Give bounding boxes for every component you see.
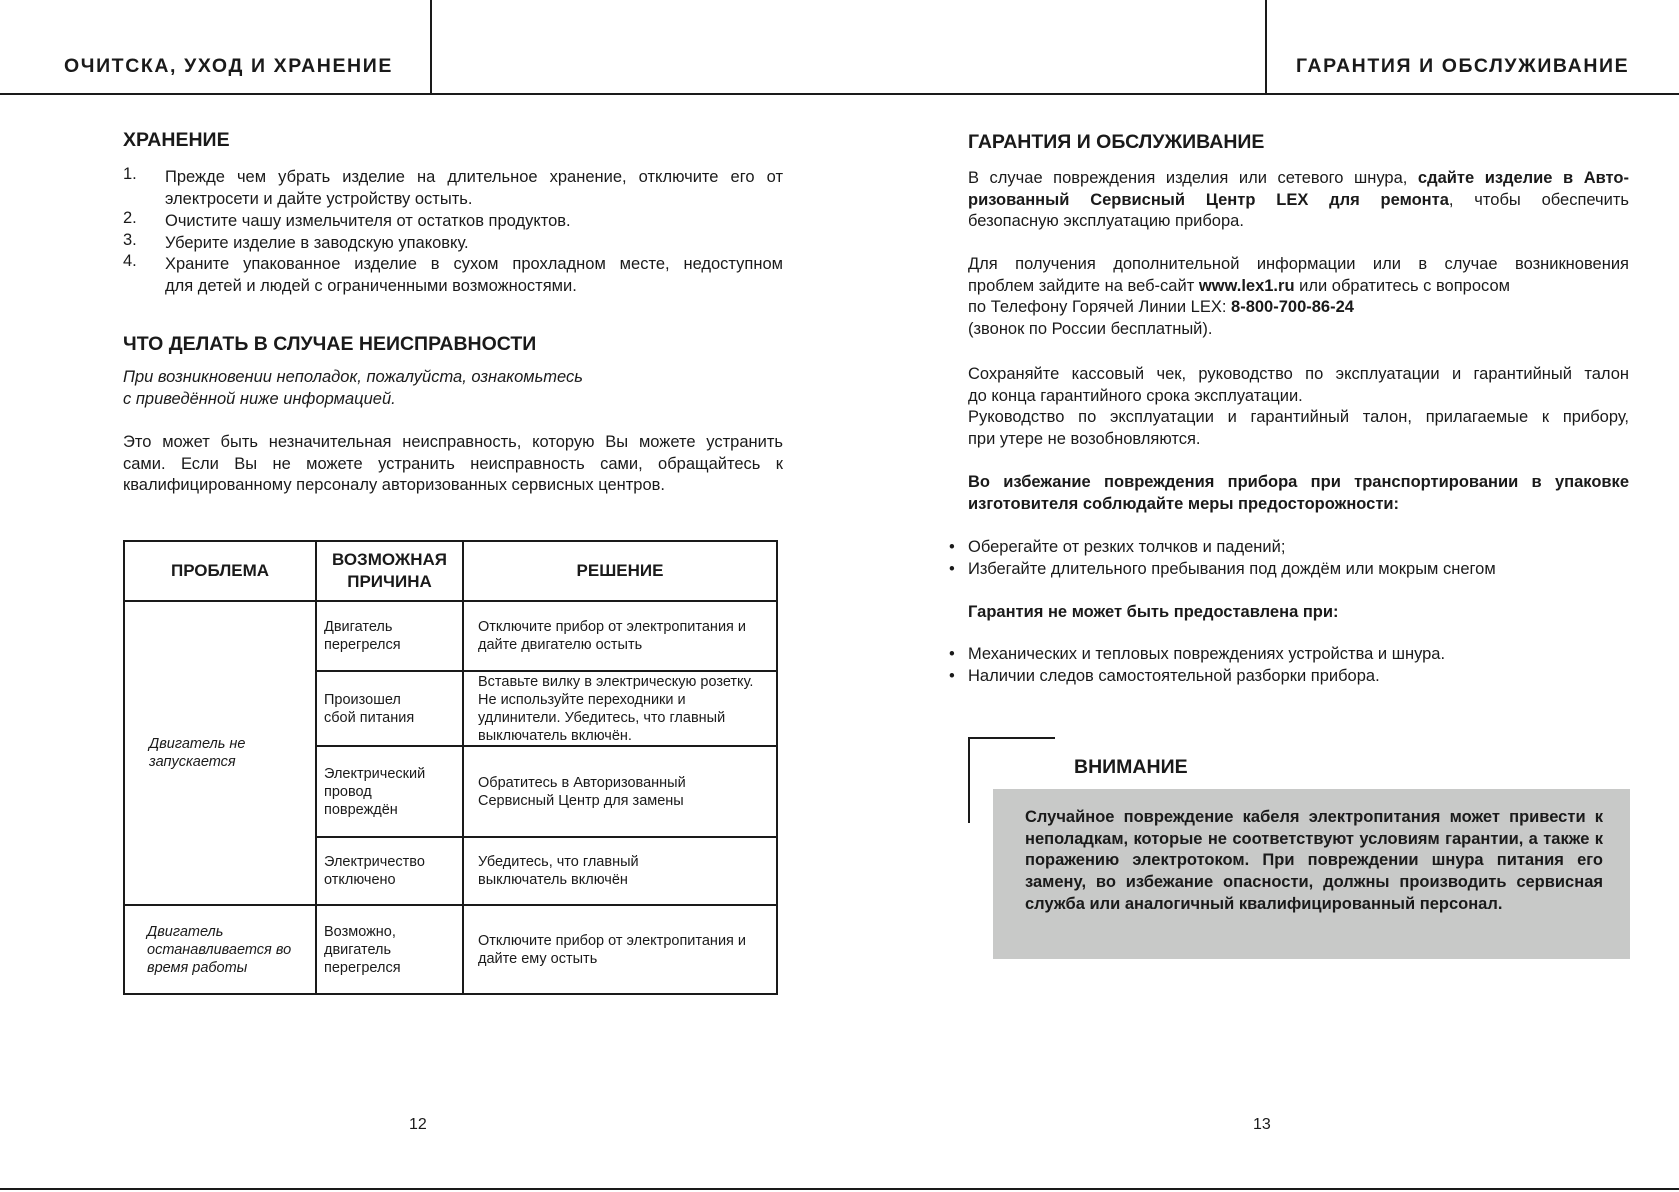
troubleshooting-table bbox=[123, 540, 778, 995]
hotline-phone: 8-800-700-86-24 bbox=[1231, 298, 1354, 317]
storage-item-number: 1. bbox=[123, 165, 137, 183]
right-page-header: ГАРАНТИЯ И ОБСЛУЖИВАНИЕ bbox=[1296, 55, 1630, 77]
list-item: • Избегайте длительного пребывания под дождём или мокрым снегом bbox=[968, 559, 1496, 581]
bullet-icon: • bbox=[949, 645, 955, 663]
warranty-paragraph-3: Сохраняйте кассовый чек, руководство по эксплуатации и гарантийный талон до конца гарантийного срока эксплуатации. Руководство по эксплуатации и гарантийный талон, прилагаемые к прибору, при утере не возобновляются. bbox=[968, 365, 1629, 449]
storage-item-1 bbox=[123, 167, 783, 211]
storage-item-text: Очистите чашу измельчителя от остатков продуктов. bbox=[165, 212, 571, 230]
list-item: • Оберегайте от резких толчков и падений; bbox=[968, 537, 1285, 559]
table-row bbox=[124, 601, 777, 671]
website-link[interactable]: www.lex1.ru bbox=[1198, 276, 1295, 295]
storage-item-text: для детей и людей с ограниченными возможностями. bbox=[165, 276, 577, 295]
solution-cell: Отключите прибор от электропитания и дайте ему остыть bbox=[463, 905, 777, 994]
troubleshooting-heading: ЧТО ДЕЛАТЬ В СЛУЧАЕ НЕИСПРАВНОСТИ bbox=[123, 333, 537, 355]
storage-item-4 bbox=[123, 254, 783, 298]
table-row bbox=[124, 905, 777, 994]
page-number-left: 12 bbox=[409, 1116, 427, 1133]
warranty-paragraph-2: Для получения дополнительной информации или в случае возникновения проблем зайдите на веб-сайт www.lex1.ru или обратитесь с вопросом по Телефону Горячей Линии LEX: 8-800-700-86-24 (звонок по России бесплатный). bbox=[968, 255, 1629, 339]
solution-cell: Отключите прибор от электропитания и дайте двигателю остыть bbox=[463, 601, 777, 671]
body-line: квалифицированному персоналу авторизованных сервисных центров. bbox=[123, 476, 666, 495]
cause-cell: Электрический провод повреждён bbox=[316, 746, 463, 837]
list-item: • Наличии следов самостоятельной разборки прибора. bbox=[968, 666, 1380, 688]
bullet-icon: • bbox=[949, 560, 955, 578]
storage-item-text: Прежде чем убрать изделие на длительное хранение, отключите его от bbox=[165, 168, 783, 186]
column-header-solution: РЕШЕНИЕ bbox=[463, 541, 777, 601]
list-item: • Механических и тепловых повреждениях устройства и шнура. bbox=[968, 644, 1445, 666]
attention-text: Случайное повреждение кабеля электропитания может привести к неполадкам, которые не соответствуют условиям гарантии, а также к поражению электротоком. При повреждении шнура питания его замену, во избежание опасности, должны производить сервисная служба или аналогичный квалифицированный персонал. bbox=[1025, 808, 1603, 913]
cause-cell: Возможно, двигатель перегрелся bbox=[316, 905, 463, 994]
page-number-right: 13 bbox=[1253, 1116, 1271, 1133]
troubleshooting-body bbox=[123, 432, 783, 497]
bottom-rule bbox=[0, 1188, 1679, 1190]
bullet-icon: • bbox=[949, 667, 955, 685]
cause-cell: Электричество отключено bbox=[316, 837, 463, 905]
intro-line: с приведённой ниже информацией. bbox=[123, 389, 396, 408]
warranty-heading: ГАРАНТИЯ И ОБСЛУЖИВАНИЕ bbox=[968, 131, 1265, 153]
warranty-paragraph-1: В случае повреждения изделия или сетевого шнура, сдайте изделие в Авто- ризованный Сервисный Центр LEX для ремонта, чтобы обеспечить безопасную эксплуатацию прибора. bbox=[968, 169, 1629, 231]
intro-line: При возникновении неполадок, пожалуйста, ознакомьтесь bbox=[123, 368, 583, 386]
cause-cell: Произошел сбой питания bbox=[316, 671, 463, 746]
body-line: Это может быть незначительная неисправность, которую Вы можете устранить bbox=[123, 433, 783, 451]
solution-cell: Убедитесь, что главный выключатель включён bbox=[463, 837, 777, 905]
storage-heading: ХРАНЕНИЕ bbox=[123, 129, 230, 151]
attention-frame bbox=[968, 737, 970, 823]
left-page-header: ОЧИТСКА, УХОД И ХРАНЕНИЕ bbox=[64, 55, 393, 77]
header-divider-left bbox=[430, 0, 432, 94]
problem-cell: Двигатель останавливается во время работы bbox=[124, 905, 316, 994]
storage-item-number: 2. bbox=[123, 209, 137, 227]
bullet-icon: • bbox=[949, 538, 955, 556]
attention-frame bbox=[968, 737, 1055, 739]
cause-cell: Двигатель перегрелся bbox=[316, 601, 463, 671]
problem-cell: Двигатель не запускается bbox=[124, 601, 316, 905]
storage-item-2 bbox=[123, 211, 783, 233]
storage-item-text: Уберите изделие в заводскую упаковку. bbox=[165, 234, 469, 252]
header-divider-right bbox=[1265, 0, 1267, 94]
storage-item-3 bbox=[123, 233, 783, 255]
solution-cell: Обратитесь в Авторизованный Сервисный Центр для замены bbox=[463, 746, 777, 837]
troubleshooting-intro bbox=[123, 367, 783, 410]
table-header-row bbox=[124, 541, 777, 601]
body-line: сами. Если Вы не можете устранить неисправность сами, обращайтесь к bbox=[123, 454, 783, 473]
storage-item-number: 4. bbox=[123, 252, 137, 270]
header-rule bbox=[0, 93, 1679, 95]
column-header-problem: ПРОБЛЕМА bbox=[124, 541, 316, 601]
attention-title: ВНИМАНИЕ bbox=[1074, 756, 1188, 778]
storage-item-text: Храните упакованное изделие в сухом прохладном месте, недоступном bbox=[165, 255, 783, 273]
transport-note: Во избежание повреждения прибора при транспортировании в упаковке изготовителя соблюдайте меры предосторожности: bbox=[968, 473, 1629, 513]
storage-item-text: электросети и дайте устройству остыть. bbox=[165, 189, 473, 208]
storage-item-number: 3. bbox=[123, 231, 137, 249]
solution-cell: Вставьте вилку в электрическую розетку. Не используйте переходники и удлинители. Убедитесь, что главный выключатель включён. bbox=[463, 671, 777, 746]
no-warranty-heading: Гарантия не может быть предоставлена при: bbox=[968, 603, 1339, 621]
column-header-cause: ВОЗМОЖНАЯ ПРИЧИНА bbox=[316, 541, 463, 601]
